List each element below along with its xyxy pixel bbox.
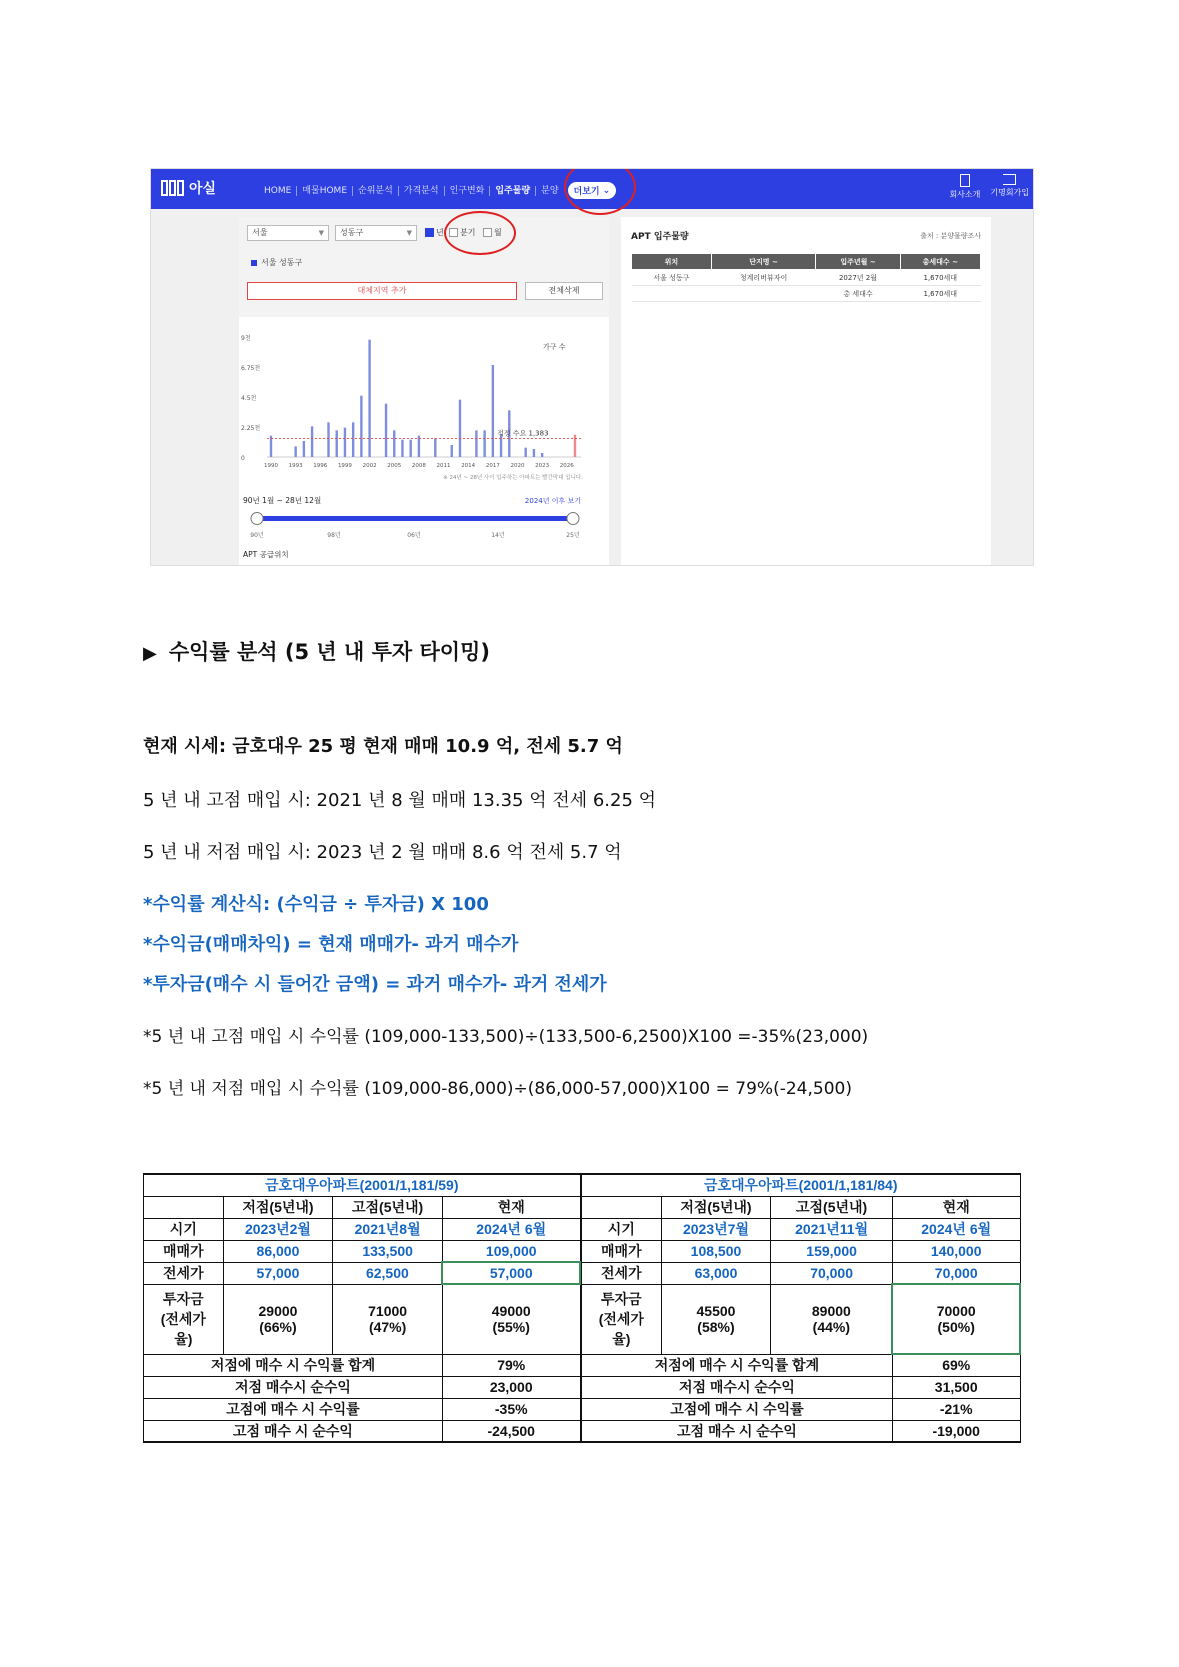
nav-home[interactable]: HOME xyxy=(259,186,297,196)
signup-link[interactable] xyxy=(990,174,1029,200)
checkbox-checked-icon xyxy=(425,228,434,237)
login-icon xyxy=(1003,174,1016,185)
caret-down-icon: ▼ xyxy=(406,229,412,237)
section-heading xyxy=(143,636,490,666)
clear-all-button[interactable]: 전체삭제 xyxy=(525,282,603,300)
x-tick-label: 1990 xyxy=(264,463,278,469)
x-tick-label: 2002 xyxy=(362,463,377,469)
cell xyxy=(661,1284,771,1354)
chart-bar xyxy=(385,404,387,457)
cell xyxy=(223,1284,333,1354)
cell: 2027년 2월 xyxy=(816,270,900,286)
summary-value: 23,000 xyxy=(442,1376,580,1398)
x-tick-label: 2008 xyxy=(411,463,426,469)
invest-amount: 71000 xyxy=(368,1303,408,1319)
main-nav xyxy=(259,182,616,199)
blank-cell xyxy=(582,1196,662,1218)
chart-bar xyxy=(541,453,543,457)
col-low: 저점(5년내) xyxy=(661,1196,771,1218)
cell: 서울 성동구 xyxy=(632,270,712,286)
apt-header-row xyxy=(632,254,981,270)
invest-ratio: (66%) xyxy=(259,1319,297,1335)
cell: 2023년2월 xyxy=(223,1218,333,1240)
summary-value: -24,500 xyxy=(442,1420,580,1442)
summary-value: -35% xyxy=(442,1398,580,1420)
cell xyxy=(333,1284,443,1354)
col-location[interactable]: 위치 xyxy=(632,254,712,270)
row-label-jeonse: 전세가 xyxy=(144,1262,224,1284)
slider-tick-label: 25년 xyxy=(566,532,580,539)
invest-amount: 29000 xyxy=(258,1303,298,1319)
city-value: 서울 xyxy=(252,228,268,237)
triangle-bullet-icon: ▶ xyxy=(143,643,157,664)
y-tick-label: 4.5천 xyxy=(241,395,257,402)
chart-bar xyxy=(303,441,305,457)
y-tick-label: 9천 xyxy=(241,335,251,342)
summary-value: -21% xyxy=(892,1398,1020,1420)
more-label: 더보기 xyxy=(573,187,600,197)
chart-bar xyxy=(360,396,362,457)
cell xyxy=(892,1284,1020,1354)
apt-supply-title: APT 입주물량 xyxy=(631,232,689,242)
cell: 62,500 xyxy=(333,1262,443,1284)
y-tick-label: 0 xyxy=(241,455,245,462)
x-tick-label: 1996 xyxy=(313,463,328,469)
supply-chart xyxy=(239,325,609,566)
col-low: 저점(5년내) xyxy=(223,1196,333,1218)
x-tick-label: 1999 xyxy=(337,463,352,469)
label-line: 율) xyxy=(612,1331,631,1347)
cell: 2024년 6월 xyxy=(442,1218,580,1240)
cell: 청계리버뷰자이 xyxy=(711,270,816,286)
summary-label: 저점에 매수 시 수익률 합계 xyxy=(582,1354,893,1376)
label-line: 투자금 xyxy=(163,1291,204,1307)
region-tag xyxy=(251,257,302,268)
chart-bar xyxy=(336,430,338,457)
nav-listing-home[interactable]: 매물HOME xyxy=(297,186,353,196)
invest-ratio: (44%) xyxy=(812,1319,851,1335)
chart-bar xyxy=(483,430,485,457)
low-point-line: 5 년 내 저점 매입 시: 2023 년 2 월 매매 8.6 억 전세 5.7 억 xyxy=(143,842,622,863)
row-label-invest xyxy=(144,1284,224,1354)
profit-table-59 xyxy=(143,1173,581,1443)
cell: 2024년 6월 xyxy=(892,1218,1020,1240)
invest-ratio: (55%) xyxy=(492,1319,530,1336)
cell: 1,670세대 xyxy=(900,270,980,286)
slider-tick-label: 90년 xyxy=(250,532,264,539)
row-label-period: 시기 xyxy=(582,1218,662,1240)
row-label-period: 시기 xyxy=(144,1218,224,1240)
x-tick-label: 2017 xyxy=(485,463,500,469)
slider-tick-label: 06년 xyxy=(407,532,421,539)
calc-low-line: *5 년 내 저점 매입 시 수익률 (109,000-86,000)÷(86,000-57,000)X100 = 79%(-24,500) xyxy=(143,1079,852,1099)
filter-bar xyxy=(239,217,609,317)
chart-bar xyxy=(475,430,477,457)
label-line: 율) xyxy=(174,1331,193,1347)
cell: 108,500 xyxy=(661,1240,771,1262)
apt-source: 출처 : 분양물량조사 xyxy=(920,232,981,240)
nav-ranking[interactable]: 순위분석 xyxy=(353,186,399,196)
row-label-sale: 매매가 xyxy=(582,1240,662,1262)
right-pane xyxy=(621,217,991,566)
chart-bar xyxy=(401,440,403,457)
x-tick-label: 2020 xyxy=(510,463,525,469)
x-tick-label: 2005 xyxy=(387,463,402,469)
summary-label: 저점 매수시 순수익 xyxy=(144,1376,443,1398)
formula-line-3: *투자금(매수 시 들어간 금액) = 과거 매수가- 과거 전세가 xyxy=(143,974,607,995)
invest-ratio: (50%) xyxy=(937,1319,975,1335)
table-title: 금호대우아파트(2001/1,181/59) xyxy=(144,1174,581,1196)
chevron-down-icon: ⌄ xyxy=(602,185,611,196)
chart-bar xyxy=(393,430,395,457)
row-label-invest xyxy=(582,1284,662,1354)
range-label: 90년 1월 ~ 28년 12월 xyxy=(243,496,322,505)
summary-label: 고점 매수 시 순수익 xyxy=(144,1420,443,1442)
building-icon xyxy=(960,174,970,187)
asil-screenshot xyxy=(150,168,1034,566)
chart-bar xyxy=(525,448,527,457)
summary-label: 저점 매수시 순수익 xyxy=(582,1376,893,1398)
cell xyxy=(442,1284,580,1354)
chart-bar xyxy=(352,422,354,457)
cell: 86,000 xyxy=(223,1240,333,1262)
summary-value: -19,000 xyxy=(892,1420,1020,1442)
top-right-links xyxy=(949,174,1029,200)
chart-bar xyxy=(574,435,576,457)
signup-label: 기명회가입 xyxy=(990,188,1029,197)
calc-high-line: *5 년 내 고점 매입 시 수익률 (109,000-133,500)÷(133,500-6,2500)X100 =-35%(23,000) xyxy=(143,1027,869,1047)
table-row[interactable] xyxy=(632,270,981,286)
add-region-button[interactable]: 대체지역 추가 xyxy=(247,282,517,300)
cell: 1,670세대 xyxy=(900,286,980,302)
nav-population[interactable]: 인구변화 xyxy=(445,186,491,196)
cell xyxy=(711,286,816,302)
logo-text: 아실 xyxy=(189,181,217,197)
apt-supply-location-label: APT 공급위치 xyxy=(243,550,289,559)
quarter-label: 분기 xyxy=(460,228,476,237)
label-line: (전세가 xyxy=(598,1311,644,1327)
row-label-sale: 매매가 xyxy=(144,1240,224,1262)
site-logo[interactable] xyxy=(161,178,216,198)
chart-bar xyxy=(344,428,346,457)
chart-note: ※ 24년 ~ 28년 사이 입주하는 아파트는 빨간막대 입니다. xyxy=(443,475,583,481)
supply-chart-svg xyxy=(239,325,609,566)
month-label: 월 xyxy=(494,228,502,237)
summary-label: 고점 매수 시 순수익 xyxy=(582,1420,893,1442)
invest-ratio: (58%) xyxy=(697,1319,735,1335)
x-tick-label: 2023 xyxy=(535,463,550,469)
col-households[interactable]: 총세대수 ~ xyxy=(900,254,980,270)
cell: 57,000 xyxy=(223,1262,333,1284)
y-tick-label: 6.75천 xyxy=(241,365,261,372)
reference-label: 적정 수요 1,383 xyxy=(497,429,549,438)
cell: 70,000 xyxy=(771,1262,893,1284)
chart-bar xyxy=(500,434,502,457)
caret-down-icon: ▼ xyxy=(318,229,324,237)
cell: 63,000 xyxy=(661,1262,771,1284)
col-now: 현재 xyxy=(442,1196,580,1218)
x-tick-label: 1993 xyxy=(288,463,303,469)
highlight-circle-checkboxes xyxy=(444,211,516,255)
invest-amount: 49000 xyxy=(491,1303,531,1320)
chart-bar xyxy=(311,426,313,457)
invest-amount: 45500 xyxy=(696,1303,736,1319)
label-line: (전세가 xyxy=(160,1311,206,1327)
summary-label: 저점에 매수 시 수익률 합계 xyxy=(144,1354,443,1376)
nav-move-in[interactable]: 입주물량 xyxy=(490,186,536,196)
y-axis-label: 가구 수 xyxy=(543,343,566,351)
table-title: 금호대우아파트(2001/1,181/84) xyxy=(582,1174,1021,1196)
chart-bar xyxy=(492,365,494,457)
col-move-in-date[interactable]: 입주년월 ~ xyxy=(816,254,900,270)
company-intro-label: 회사소개 xyxy=(949,190,981,199)
col-complex[interactable]: 단지명 ~ xyxy=(711,254,816,270)
after-2024-link[interactable]: 2024년 이후 보기 xyxy=(524,497,581,505)
chart-bar xyxy=(368,340,370,457)
chart-bar xyxy=(451,445,453,457)
col-now: 현재 xyxy=(892,1196,1020,1218)
chart-bar xyxy=(409,440,411,457)
year-label: 년 xyxy=(436,228,444,237)
cell xyxy=(632,286,712,302)
summary-value: 79% xyxy=(442,1354,580,1376)
district-select[interactable] xyxy=(335,225,417,241)
invest-amount: 89000 xyxy=(811,1303,851,1319)
district-value: 성동구 xyxy=(340,228,364,237)
company-intro-link[interactable] xyxy=(949,174,980,200)
x-tick-label: 2026 xyxy=(559,463,574,469)
col-high: 고점(5년내) xyxy=(333,1196,443,1218)
region-tag-label: 서울 성동구 xyxy=(261,258,303,267)
cell: 133,500 xyxy=(333,1240,443,1262)
table-row xyxy=(632,286,981,302)
profit-table-84 xyxy=(581,1173,1021,1443)
chart-bar xyxy=(434,438,436,457)
cell: 140,000 xyxy=(892,1240,1020,1262)
range-slider-start-handle[interactable] xyxy=(251,513,263,525)
x-tick-label: 2011 xyxy=(436,463,451,469)
label-line: 투자금 xyxy=(601,1291,642,1307)
summary-value: 69% xyxy=(892,1354,1020,1376)
legend-square-icon xyxy=(251,260,257,266)
blank-cell xyxy=(144,1196,224,1218)
apt-supply-table xyxy=(631,253,981,302)
range-slider-end-handle[interactable] xyxy=(567,513,579,525)
nav-presale[interactable]: 분양 xyxy=(541,185,559,196)
year-checkbox[interactable] xyxy=(425,227,444,238)
slider-tick-label: 98년 xyxy=(327,532,341,539)
x-tick-label: 2014 xyxy=(461,463,476,469)
cell: 2023년7월 xyxy=(661,1218,771,1240)
cell: 2021년8월 xyxy=(333,1218,443,1240)
row-label-jeonse: 전세가 xyxy=(582,1262,662,1284)
cell: 57,000 xyxy=(442,1262,580,1284)
heading-text: 수익률 분석 (5 년 내 투자 타이밍) xyxy=(168,640,490,664)
cell: 2021년11월 xyxy=(771,1218,893,1240)
cell: 70,000 xyxy=(892,1262,1020,1284)
y-tick-label: 2.25천 xyxy=(241,425,261,432)
cell: 총 세대수 xyxy=(816,286,900,302)
range-slider-track xyxy=(257,516,573,521)
cell: 109,000 xyxy=(442,1240,580,1262)
invest-ratio: (47%) xyxy=(368,1319,407,1335)
left-pane xyxy=(239,217,609,566)
slider-tick-label: 14년 xyxy=(491,532,505,539)
chart-bar xyxy=(327,422,329,457)
current-price: 현재 시세: 금호대우 25 평 현재 매매 10.9 억, 전세 5.7 억 xyxy=(143,736,623,757)
high-point-line: 5 년 내 고점 매입 시: 2021 년 8 월 매매 13.35 억 전세 6.25 억 xyxy=(143,790,657,811)
invest-amount: 70000 xyxy=(936,1303,976,1319)
col-high: 고점(5년내) xyxy=(771,1196,893,1218)
summary-label: 고점에 매수 시 수익률 xyxy=(582,1398,893,1420)
chart-bar xyxy=(294,446,296,457)
formula-line-1: *수익률 계산식: (수익금 ÷ 투자금) X 100 xyxy=(143,894,489,915)
chart-bar xyxy=(533,449,535,457)
formula-line-2: *수익금(매매차익) = 현재 매매가- 과거 매수가 xyxy=(143,934,519,955)
cell xyxy=(771,1284,893,1354)
summary-label: 고점에 매수 시 수익률 xyxy=(144,1398,443,1420)
chart-bar xyxy=(459,400,461,457)
cell: 159,000 xyxy=(771,1240,893,1262)
summary-value: 31,500 xyxy=(892,1376,1020,1398)
city-select[interactable] xyxy=(247,225,329,241)
building-logo-icon xyxy=(161,180,184,196)
nav-price[interactable]: 가격분석 xyxy=(399,186,445,196)
